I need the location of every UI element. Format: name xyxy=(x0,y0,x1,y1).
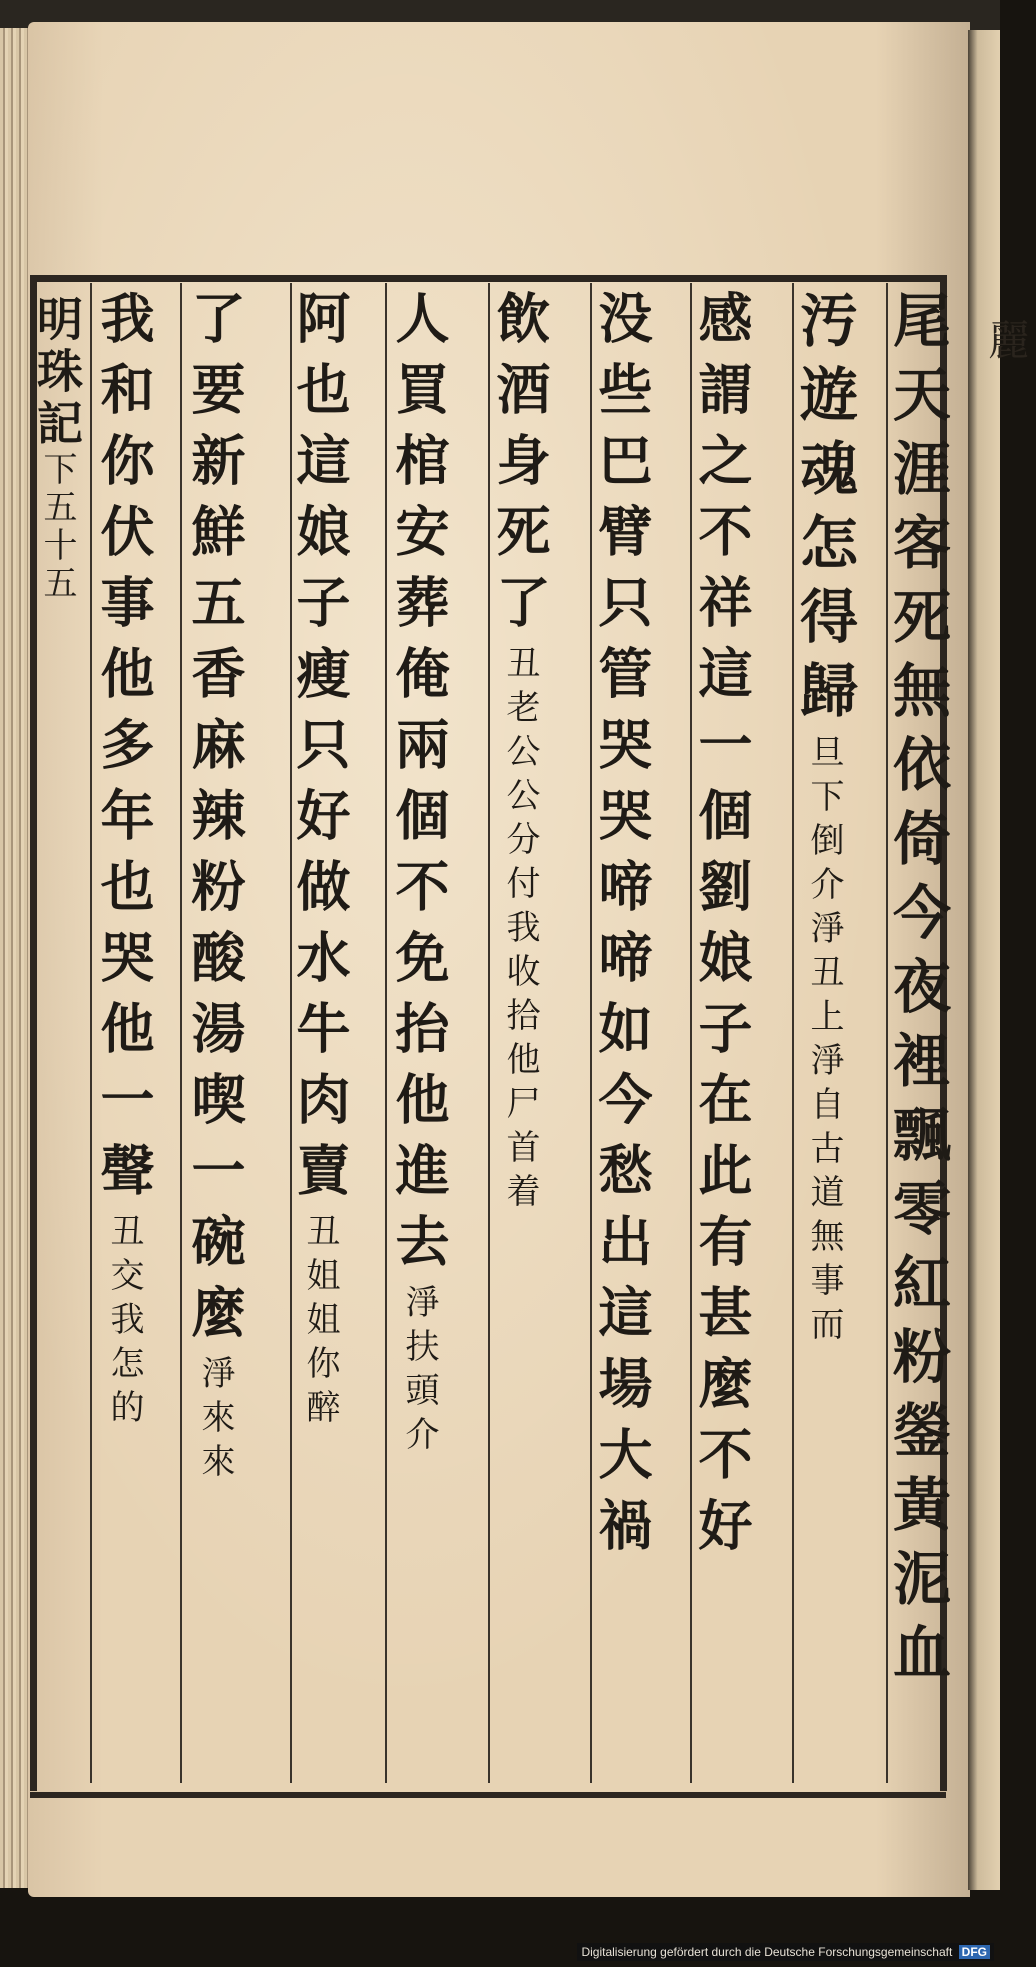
folio-number: 下五十五 xyxy=(37,451,77,603)
column-5-note: 丑老公公分付我收拾他尸首着 xyxy=(500,645,540,1217)
text-column-5 xyxy=(488,290,552,1780)
column-3-main: 感謂之不祥這一個劉娘子在此有甚麼不好 xyxy=(690,290,754,1568)
column-2-note: 旦下倒介淨丑上淨自古道無事而 xyxy=(804,734,844,1350)
text-column-8 xyxy=(183,290,247,1780)
adjacent-page-edge xyxy=(968,30,1000,1890)
column-7-note: 丑姐姐你醉 xyxy=(300,1213,340,1433)
column-9-note: 丑交我怎的 xyxy=(104,1213,144,1433)
text-column-4 xyxy=(590,290,654,1780)
text-column-2 xyxy=(790,290,858,1780)
book-title: 明珠記 xyxy=(30,295,84,451)
margin-label xyxy=(30,295,90,603)
column-1-main: 尾天涯客死無依倚今夜裡飄零紅粉鎣黃泥血 xyxy=(883,290,951,1696)
digitization-credit xyxy=(577,1943,994,1961)
text-column-3 xyxy=(690,290,754,1780)
dfg-logo: DFG xyxy=(959,1945,990,1959)
credit-text: Digitalisierung gefördert durch die Deutsche Forschungsgemeinschaft xyxy=(581,1945,953,1959)
column-9-main: 我和你伏事他多年也哭他一聲 xyxy=(92,290,156,1213)
column-rule xyxy=(180,283,182,1783)
column-6-main: 人買棺安葬俺兩個不免抬他進去 xyxy=(387,290,451,1284)
column-2-main: 汚遊魂怎得歸 xyxy=(790,290,858,734)
adjacent-page-character: 麗 xyxy=(982,318,1031,360)
column-7-main: 阿也這娘子瘦只好做水牛肉賣 xyxy=(288,290,352,1213)
column-5-main: 飲酒身死了 xyxy=(488,290,552,645)
text-column-6 xyxy=(387,290,451,1780)
column-8-main: 了要新鮮五香麻辣粉酸湯喫一碗麼 xyxy=(183,290,247,1355)
text-column-7 xyxy=(288,290,352,1780)
text-column-9 xyxy=(92,290,156,1780)
text-column-1 xyxy=(883,290,951,1780)
column-6-note: 淨扶頭介 xyxy=(399,1284,439,1460)
column-4-main: 没些巴臂只管哭哭啼啼如今愁出這場大禍 xyxy=(590,290,654,1568)
column-8-note: 淨來來 xyxy=(195,1355,235,1487)
